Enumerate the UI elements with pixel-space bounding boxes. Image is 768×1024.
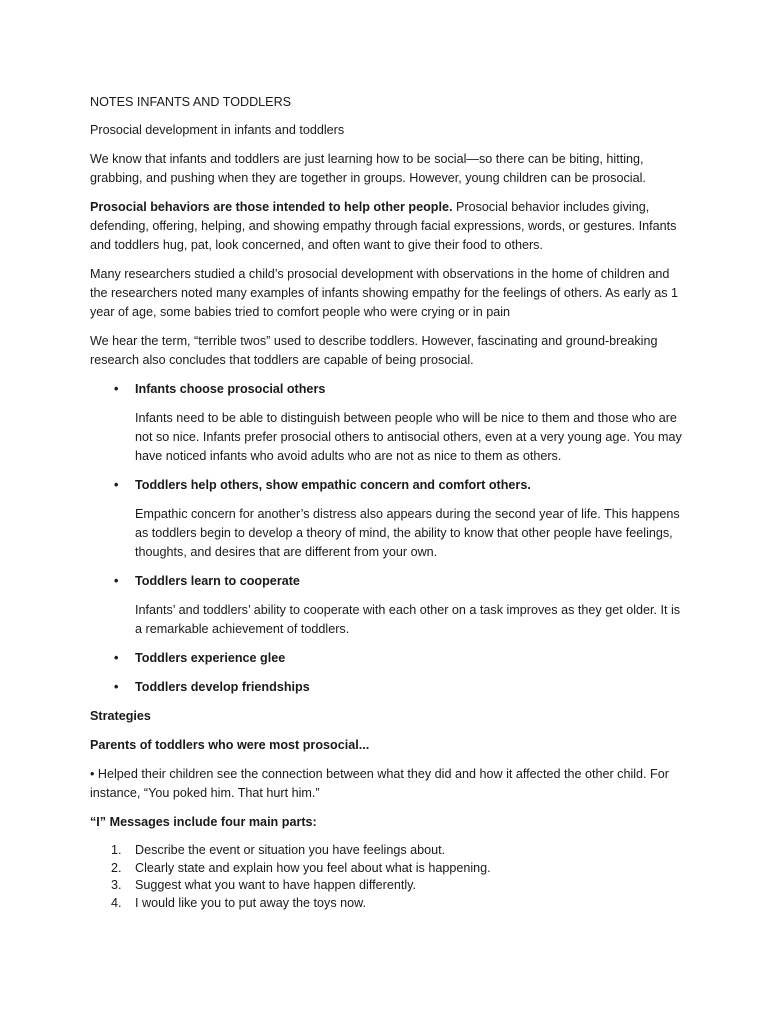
bullet-heading: Infants choose prosocial others [135, 382, 326, 396]
numbered-list [90, 842, 690, 912]
list-item [90, 877, 690, 895]
list-item [90, 476, 690, 562]
bullet-body: Infants’ and toddlers’ ability to cooperate with each other on a task improves as they get older. It is a remarkable achievement of toddlers. [135, 603, 681, 636]
strategies-heading: Strategies [90, 709, 151, 723]
bullet-heading: Toddlers help others, show empathic concern and comfort others. [135, 478, 531, 492]
bullet-marker: • [114, 478, 119, 492]
parents-heading: Parents of toddlers who were most prosocial... [90, 738, 370, 752]
bullet-body: Empathic concern for another’s distress also appears during the second year of life. This happens as toddlers begin to develop a theory of mind, the ability to know that other people have feelings, thoughts, and desires that are different from your own. [135, 507, 680, 559]
list-item [90, 860, 690, 878]
helped-paragraph: • Helped their children see the connection between what they did and how it affected the other child. For instance, “You poked him. That hurt him.” [90, 767, 669, 800]
list-item [90, 649, 690, 668]
list-item [90, 678, 690, 697]
intro-paragraph: We know that infants and toddlers are just learning how to be social—so there can be biting, hitting, grabbing, and pushing when they are together in groups. However, young children can be prosocial. [90, 152, 646, 185]
list-number: 4. [111, 895, 122, 910]
prosocial-definition-bold: Prosocial behaviors are those intended to help other people. [90, 200, 453, 214]
bullet-heading: Toddlers learn to cooperate [135, 574, 300, 588]
terrible-twos-paragraph: We hear the term, “terrible twos” used to describe toddlers. However, fascinating and ground-breaking research also concludes that toddlers are capable of being prosocial. [90, 334, 658, 367]
document-title: NOTES INFANTS AND TODDLERS [90, 95, 292, 109]
list-item [90, 895, 690, 913]
bullet-list [90, 380, 690, 697]
list-item [90, 572, 690, 639]
list-item [90, 842, 690, 860]
list-text: I would like you to put away the toys now. [135, 895, 367, 910]
prosocial-definition-text: Prosocial behavior includes giving, defending, offering, helping, and showing empathy through facial expressions, words, or gestures. Infants and toddlers hug, pat, look concerned, and often want to give their food to others. [90, 200, 677, 252]
messages-heading: “I” Messages include four main parts: [90, 815, 317, 829]
bullet-heading: Toddlers experience glee [135, 651, 286, 665]
bullet-marker: • [114, 382, 119, 396]
document-page [90, 93, 690, 912]
bullet-marker: • [114, 574, 119, 588]
prosocial-definition-paragraph [90, 198, 690, 255]
research-paragraph: Many researchers studied a child’s prosocial development with observations in the home of children and the researchers noted many examples of infants showing empathy for the feelings of others. As early as 1 year of age, some babies tried to comfort people who were crying or in pain [90, 267, 679, 319]
list-text: Describe the event or situation you have feelings about. [135, 843, 446, 857]
bullet-heading: Toddlers develop friendships [135, 680, 310, 694]
list-number: 3. [111, 878, 122, 892]
bullet-marker: • [114, 651, 119, 665]
list-text: Clearly state and explain how you feel about what is happening. [135, 860, 491, 875]
bullet-body: Infants need to be able to distinguish between people who will be nice to them and those who are not so nice. Infants prefer prosocial others to antisocial others, even at a very young age. You may have noticed infants who avoid adults who are not as nice to them as others. [135, 411, 682, 463]
list-item [90, 380, 690, 466]
list-text: Suggest what you want to have happen differently. [135, 878, 416, 892]
list-number: 2. [111, 860, 122, 875]
document-subtitle: Prosocial development in infants and toddlers [90, 123, 345, 137]
bullet-marker: • [114, 680, 119, 694]
list-number: 1. [111, 843, 122, 857]
